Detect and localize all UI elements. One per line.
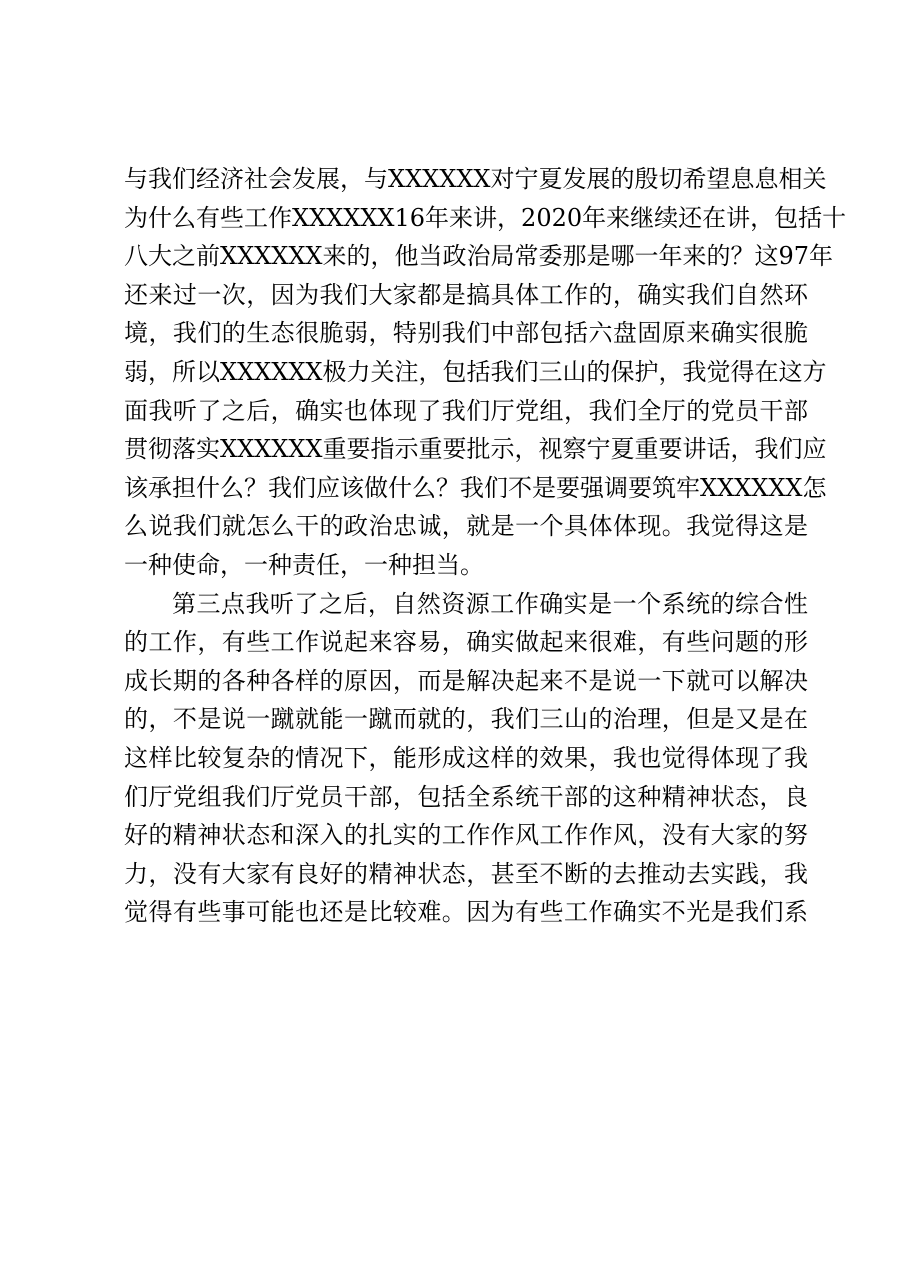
document-body	[124, 160, 847, 932]
text-line: 弱，所以XXXXXX极力关注，包括我们三山的保护，我觉得在这方	[124, 357, 827, 386]
text-line: 这样比较复杂的情况下，能形成这样的效果，我也觉得体现了我	[124, 743, 808, 772]
text-line: 觉得有些事可能也还是比较难。因为有些工作确实不光是我们系	[124, 898, 808, 927]
text-line: 的，不是说一蹴就能一蹴而就的，我们三山的治理，但是又是在	[124, 705, 808, 734]
text-line: 的工作，有些工作说起来容易，确实做起来很难，有些问题的形	[124, 628, 808, 657]
text-line: 一种使命，一种责任，一种担当。	[124, 550, 484, 579]
text-line: 面我听了之后，确实也体现了我们厅党组，我们全厅的党员干部	[124, 396, 808, 425]
text-line: 该承担什么？我们应该做什么？我们不是要强调要筑牢XXXXXX怎	[124, 473, 827, 502]
text-line: 贯彻落实XXXXXX重要指示重要批示，视察宁夏重要讲话，我们应	[124, 435, 827, 464]
text-line: 八大之前XXXXXX来的，他当政治局常委那是哪一年来的？这97年	[124, 242, 834, 271]
text-line: 还来过一次，因为我们大家都是搞具体工作的，确实我们自然环	[124, 280, 808, 309]
text-line: 力，没有大家有良好的精神状态，甚至不断的去推动去实践，我	[124, 859, 808, 888]
text-line: 好的精神状态和深入的扎实的工作作风工作作风，没有大家的努	[124, 821, 808, 850]
text-line: 第三点我听了之后，自然资源工作确实是一个系统的综合性	[172, 589, 808, 618]
text-line: 与我们经济社会发展，与XXXXXX对宁夏发展的殷切希望息息相关	[124, 165, 827, 193]
text-line: 成长期的各种各样的原因，而是解决起来不是说一下就可以解决	[124, 666, 808, 695]
text-line: 为什么有些工作XXXXXX16年来讲，2020年来继续还在讲，包括十	[124, 203, 847, 232]
text-line: 们厅党组我们厅党员干部，包括全系统干部的这种精神状态，良	[124, 782, 808, 811]
text-line: 么说我们就怎么干的政治忠诚，就是一个具体体现。我觉得这是	[124, 512, 808, 541]
text-line: 境，我们的生态很脆弱，特别我们中部包括六盘固原来确实很脆	[124, 319, 808, 348]
